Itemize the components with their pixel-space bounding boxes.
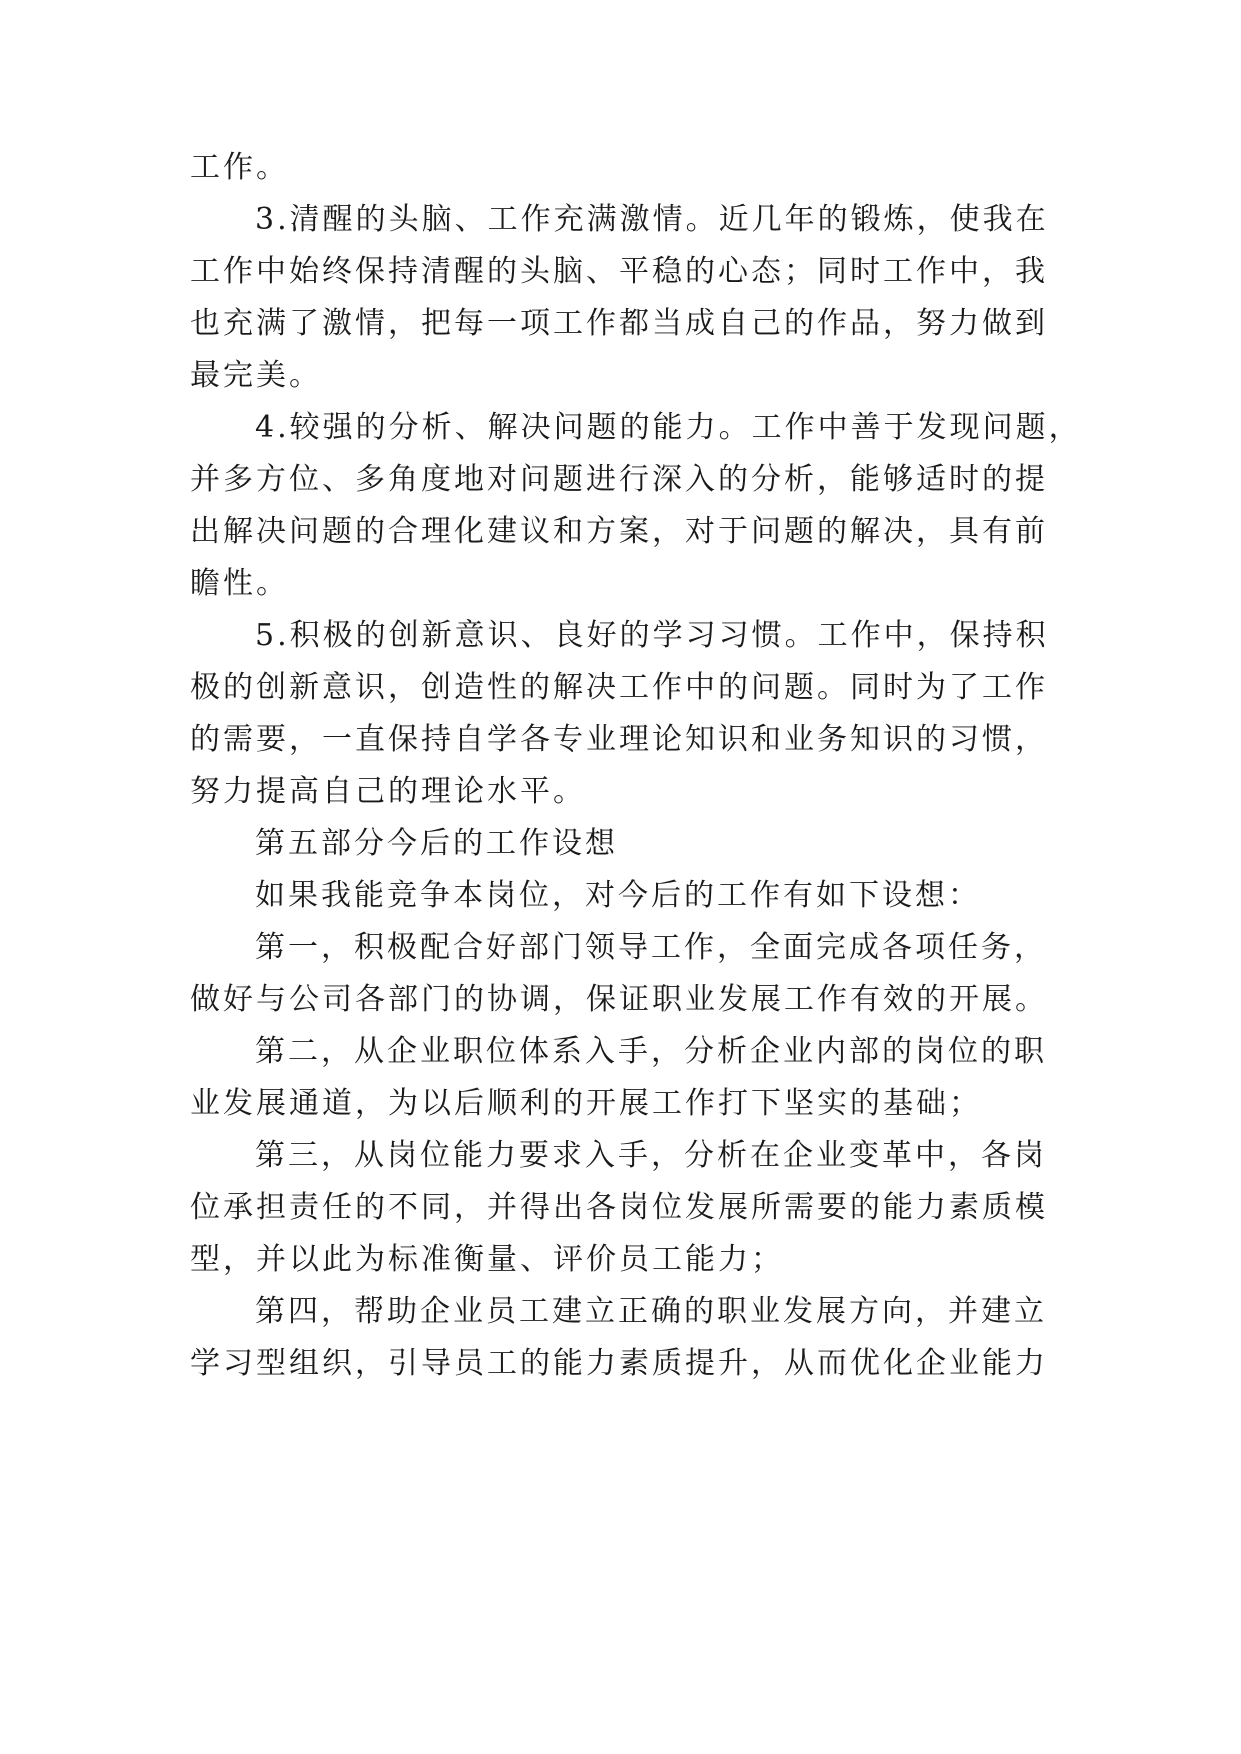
text-line: 第三，从岗位能力要求入手，分析在企业变革中，各岗: [255, 1138, 1047, 1173]
text-line: 也充满了激情，把每一项工作都当成自己的作品，努力做到: [190, 306, 1048, 341]
section-heading: 第五部分今后的工作设想: [255, 826, 618, 861]
text-line: 第四，帮助企业员工建立正确的职业发展方向，并建立: [255, 1294, 1047, 1329]
text-line: 努力提高自己的理论水平。: [190, 774, 586, 809]
text-line: 并多方位、多角度地对问题进行深入的分析，能够适时的提: [190, 462, 1048, 497]
text-line: 极的创新意识，创造性的解决工作中的问题。同时为了工作: [190, 670, 1048, 705]
text-line: 5.积极的创新意识、良好的学习习惯。工作中，保持积: [255, 618, 1049, 653]
text-line: 工作中始终保持清醒的头脑、平稳的心态；同时工作中，我: [190, 254, 1048, 289]
text-line: 学习型组织，引导员工的能力素质提升，从而优化企业能力: [190, 1346, 1048, 1381]
text-line: 第二，从企业职位体系入手，分析企业内部的岗位的职: [255, 1034, 1047, 1069]
text-line: 最完美。: [190, 358, 322, 393]
text-line: 如果我能竞争本岗位，对今后的工作有如下设想：: [255, 878, 981, 913]
text-line: 业发展通道，为以后顺利的开展工作打下坚实的基础；: [190, 1086, 982, 1121]
text-line: 第一，积极配合好部门领导工作，全面完成各项任务，: [255, 930, 1047, 965]
text-line: 4.较强的分析、解决问题的能力。工作中善于发现问题，: [255, 410, 1082, 445]
text-line: 做好与公司各部门的协调，保证职业发展工作有效的开展。: [190, 982, 1048, 1017]
text-line: 出解决问题的合理化建议和方案，对于问题的解决，具有前: [190, 514, 1048, 549]
text-line: 型，并以此为标准衡量、评价员工能力；: [190, 1242, 784, 1277]
text-line: 3.清醒的头脑、工作充满激情。近几年的锻炼，使我在: [255, 202, 1049, 237]
text-line: 工作。: [190, 150, 289, 185]
text-line: 的需要，一直保持自学各专业理论知识和业务知识的习惯，: [190, 722, 1048, 757]
text-line: 位承担责任的不同，并得出各岗位发展所需要的能力素质模: [190, 1190, 1048, 1225]
text-line: 瞻性。: [190, 566, 289, 601]
